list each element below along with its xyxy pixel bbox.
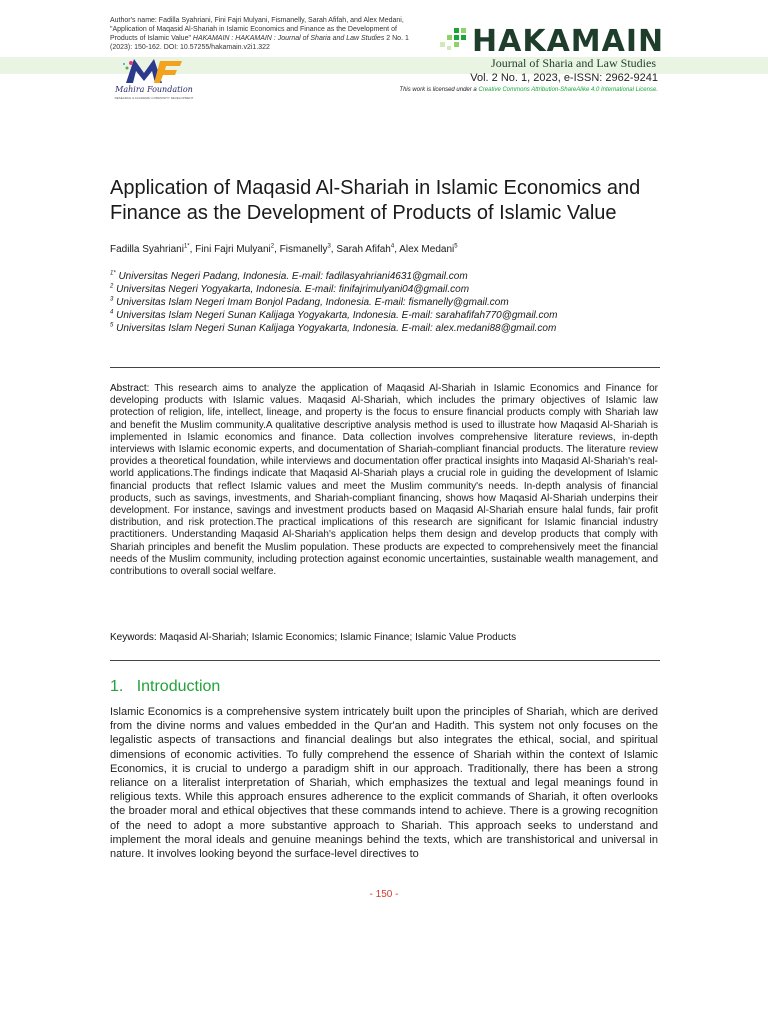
license-line: This work is licensed under a Creative Commons Attribution-ShareAlike 4.0 International License. [399, 87, 658, 93]
affiliation: $^2$ Universitas Negeri Yogyakarta, Indonesia. E-mail: finifajrimulyani04@gmail.com [110, 283, 470, 295]
author: Alex Medani [399, 244, 455, 255]
abstract-text: This research aims to analyze the application of Maqasid Al-Shariah in Islamic Economics and Finance for developing products with Islamic values. Maqasid Al-Shariah, which includes the primary objectives of Islamic law protection of religion, life, intellect, lineage, and property is the focus to ensure financial products comply with Shariah law and benefit the Muslim community.A qualitative descriptive analysis method is used to illustrate how Maqasid Al-Shariah is implemented in Islamic economics and finance. Data collection involves comprehensive literature reviews, in-depth interviews with Islamic economic experts, and documentation of Shariah-compliant financial products. The literature review provides a theoretical foundation, while interviews and documentation offer practical insights into Maqasid Al-Shariah's real-world applications.The findings indicate that Maqasid Al-Shariah plays a crucial role in guiding the development of Islamic financial products that reflect Islamic values and meet the Muslim community's needs. In-depth analysis of financial products, such as savings, investments, and Shariah-compliant financing, shows how Maqasid Al-Shariah underpins their development. For instance, savings and investment products based on Maqasid Al-Shariah ensure halal funds, fair profit distribution, and risk protection.The practical implications of this research are significant for Islamic financial industry practitioners. Understanding Maqasid Al-Shariah's application helps them design and develop products that comply with Shariah principles and benefit the Muslim population. These products are expected to comprehensively meet the financial needs of the Muslim community, including protection against economic uncertainties, sustainable wealth management, and contributions to overall social welfare. [110, 383, 658, 578]
author: Fismanelly [279, 244, 328, 255]
affiliation: $^5$ Universitas Islam Negeri Sunan Kalijaga Yogyakarta, Indonesia. E-mail: alex.medani88@gmail.com [110, 322, 557, 334]
keywords [110, 632, 658, 643]
page-number: - 150 - [369, 889, 399, 900]
publisher-logo: Mahira Foundation RESEARCH & ACADEMIC COMMUNITY DEVELOPMENT [108, 55, 200, 103]
citation-journal: HAKAMAIN : HAKAMAIN : Journal of Sharia and Law Studies [192, 35, 385, 42]
divider-top [110, 367, 660, 368]
license-link[interactable]: Creative Commons Attribution-ShareAlike 4.0 International License. [478, 87, 658, 93]
abstract-label: Abstract: [110, 383, 150, 394]
author: Sarah Afifah [336, 244, 391, 255]
affiliation: $^3$ Universitas Islam Negeri Imam Bonjol Padang, Indonesia. E-mail: fismanelly@gmail.com [110, 296, 509, 308]
author: Fini Fajri Mulyani [195, 244, 271, 255]
section-heading: 1. Introduction [110, 678, 221, 695]
keywords-text: Maqasid Al-Shariah; Islamic Economics; Islamic Finance; Islamic Value Products [159, 632, 517, 643]
divider-bottom [110, 660, 660, 661]
affiliation-list [110, 270, 670, 335]
affiliation: $^{1*}$ Universitas Negeri Padang, Indonesia. E-mail: fadilasyahriani4631@gmail.com [110, 270, 468, 282]
keywords-label: Keywords: [110, 632, 157, 643]
author-list: Fadilla Syahriani$^{1*}$, Fini Fajri Mulyani$^2$, Fismanelly$^3$, Sarah Afifah$^4$, Alex Medani$^5$ [110, 243, 458, 255]
citation-block: Author's name: Fadilla Syahriani, Fini Fajri Mulyani, Fismanelly, Sarah Afifah, and Alex Medani, "Application of Maqasid Al-Shariah in Islamic Economics and Finance as the Development of Products of Islamic Value" HAKAMAIN : HAKAMAIN : Journal of Sharia and Law Studies 2 No. 1 (2023): 150-162. DOI: 10.57255/hakamain.v2i1.322 [110, 17, 409, 51]
journal-subtitle: Journal of Sharia and Law Studies [491, 56, 656, 70]
mf-logo-icon [122, 55, 186, 85]
author: Fadilla Syahriani [110, 244, 184, 255]
introduction-text: Islamic Economics is a comprehensive system intricately built upon the principles of Shariah, which are derived from the divine norms and values embedded in the Qur'an and Hadith. This system not only focuses on the legalistic aspects of transactions and financial dealings but also integrates the ethical, social, and spiritual dimensions of economic activities. To fully comprehend the essence of Shariah within the context of Islamic Economics, it is crucial to undergo a paradigm shift in our approach. Traditionally, there has been a strong reliance on a literalist interpretation of Shariah, which emphasizes the textual and legal meanings found in religious texts. While this approach ensures adherence to the explicit commands of Shariah, it often overlooks the broader moral and ethical objectives that these commands intend to achieve. There is a growing recognition of the need to adopt a more substantive approach to Shariah. This approach seeks to understand and implement the moral ideals and genuine meanings behind the texts, which are transhistorical and universal in nature. It involves looking beyond the surface-level directives to [110, 706, 658, 861]
pixel-dots-icon [440, 26, 474, 52]
paper-title: Application of Maqasid Al-Shariah in Islamic Economics and Finance as the Development of Products of Islamic Value [110, 177, 641, 224]
volume-line: Vol. 2 No. 1, 2023, e-ISSN: 2962-9241 [470, 72, 658, 84]
journal-logo-text: HAKAMAIN [472, 24, 665, 59]
journal-logo [440, 24, 665, 74]
affiliation: $^4$ Universitas Islam Negeri Sunan Kalijaga Yogyakarta, Indonesia. E-mail: sarahafifah770@gmail.com [110, 309, 558, 321]
abstract [110, 383, 658, 578]
